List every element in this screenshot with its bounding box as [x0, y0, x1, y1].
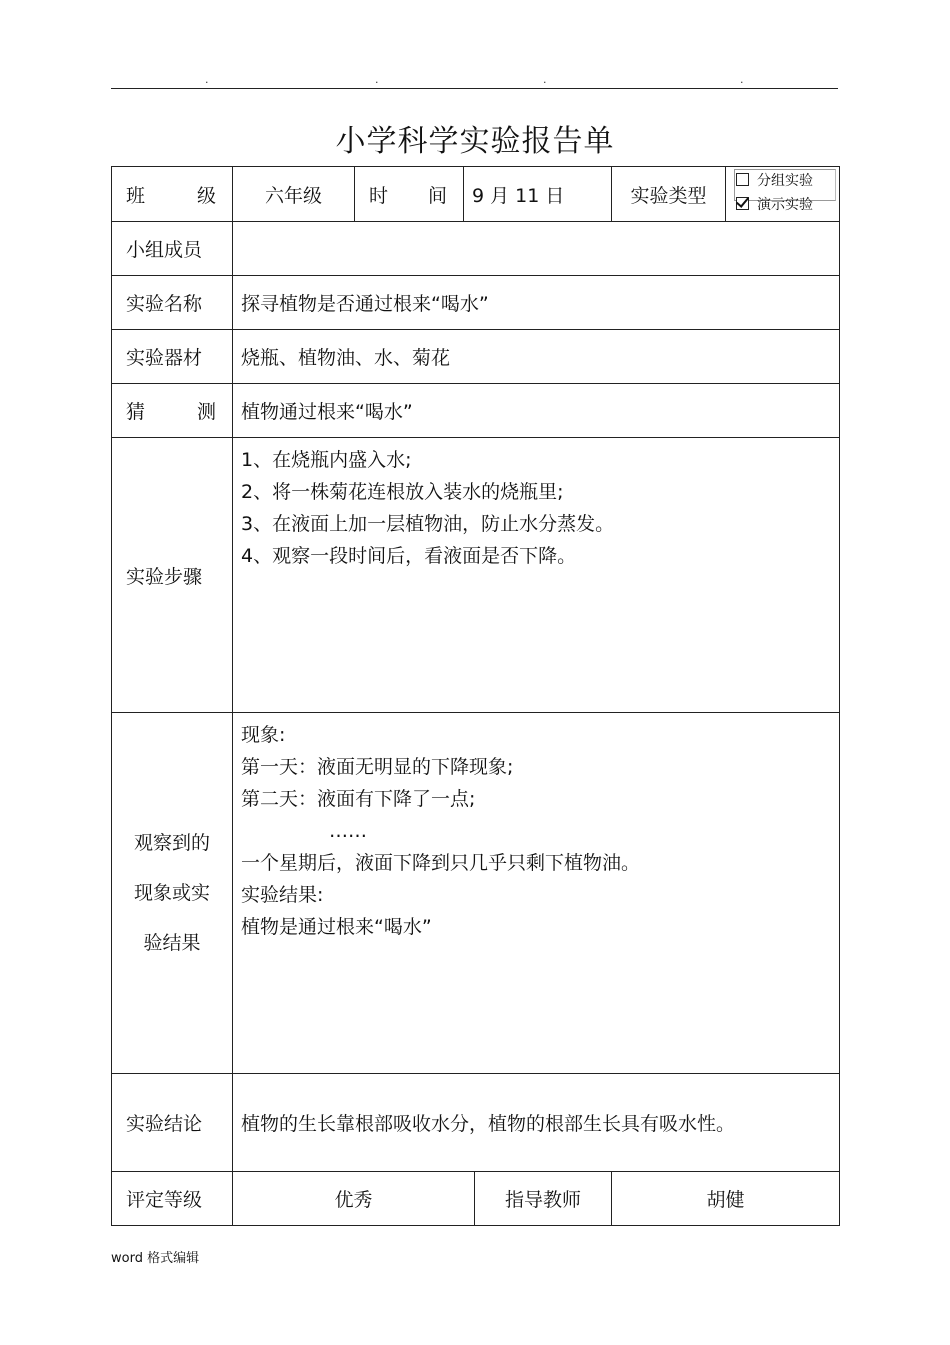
class-label-cell	[112, 167, 233, 222]
observation-line: 第一天：液面无明显的下降现象;	[241, 756, 514, 778]
footer-note: word 格式编辑	[111, 1251, 200, 1266]
header-dot: .	[205, 73, 209, 86]
members-value	[233, 222, 840, 276]
observation-line: 现象:	[241, 724, 286, 746]
teacher-value: 胡健	[612, 1172, 840, 1226]
teacher-label: 指导教师	[475, 1172, 612, 1226]
page-header-dots	[0, 74, 950, 86]
header-rule	[111, 88, 838, 89]
step-item: 3、在液面上加一层植物油，防止水分蒸发。	[241, 513, 615, 535]
header-dot: .	[375, 73, 379, 86]
type-label: 实验类型	[612, 167, 726, 222]
row-experiment-name	[112, 276, 840, 330]
experiment-name-value: 探寻植物是否通过根来“喝水”	[233, 276, 840, 330]
guess-label-char: 测	[196, 401, 216, 423]
class-value: 六年级	[233, 167, 355, 222]
row-materials	[112, 330, 840, 384]
row-conclusion	[112, 1074, 840, 1172]
row-rating	[112, 1172, 840, 1226]
rating-value: 优秀	[233, 1172, 475, 1226]
rating-label: 评定等级	[112, 1172, 233, 1226]
page-title: 小学科学实验报告单	[335, 124, 615, 159]
observation-content	[233, 713, 840, 1074]
row-observation	[112, 713, 840, 1074]
observation-line: 第二天：液面有下降了一点;	[241, 788, 476, 810]
guess-value: 植物通过根来“喝水”	[233, 384, 840, 438]
checkbox-unchecked-icon[interactable]	[736, 173, 749, 186]
step-item: 4、观察一段时间后，看液面是否下降。	[241, 545, 577, 567]
time-label-char: 时	[369, 184, 389, 207]
option-label: 演示实验	[757, 197, 814, 213]
option-label: 分组实验	[757, 173, 814, 189]
steps-list	[233, 438, 840, 713]
row-basic-info	[112, 167, 840, 222]
materials-value: 烧瓶、植物油、水、菊花	[233, 330, 840, 384]
class-label-char: 级	[196, 184, 216, 207]
checkbox-checked-icon[interactable]	[736, 197, 749, 210]
steps-label: 实验步骤	[112, 438, 233, 713]
time-label-cell	[355, 167, 464, 222]
observation-ellipsis: ……	[329, 820, 367, 842]
time-value: 9 月 11 日	[464, 167, 612, 222]
step-item: 1、在烧瓶内盛入水;	[241, 449, 412, 471]
option-group-experiment[interactable]	[736, 172, 813, 190]
observation-label-line: 观察到的	[133, 832, 210, 854]
report-table	[111, 166, 840, 1226]
members-label: 小组成员	[112, 222, 233, 276]
observation-label-line: 现象或实	[133, 882, 210, 904]
row-members	[112, 222, 840, 276]
experiment-name-label: 实验名称	[112, 276, 233, 330]
conclusion-value: 植物的生长靠根部吸收水分，植物的根部生长具有吸水性。	[233, 1074, 840, 1172]
time-label-char: 间	[427, 184, 447, 207]
observation-line: 实验结果:	[241, 884, 324, 906]
row-steps	[112, 438, 840, 713]
observation-line: 植物是通过根来“喝水”	[241, 916, 432, 938]
option-demo-experiment[interactable]	[736, 196, 813, 214]
type-options-cell	[726, 167, 840, 222]
header-dot: .	[740, 73, 744, 86]
conclusion-label: 实验结论	[112, 1074, 233, 1172]
observation-label-cell	[112, 713, 233, 1074]
materials-label: 实验器材	[112, 330, 233, 384]
step-item: 2、将一株菊花连根放入装水的烧瓶里;	[241, 481, 564, 503]
guess-label-char: 猜	[126, 401, 146, 423]
class-label-char: 班	[126, 184, 146, 207]
observation-line: 一个星期后，液面下降到只几乎只剩下植物油。	[241, 852, 641, 874]
guess-label-cell	[112, 384, 233, 438]
header-dot: .	[543, 73, 547, 86]
row-guess	[112, 384, 840, 438]
observation-label-line: 验结果	[143, 932, 201, 954]
